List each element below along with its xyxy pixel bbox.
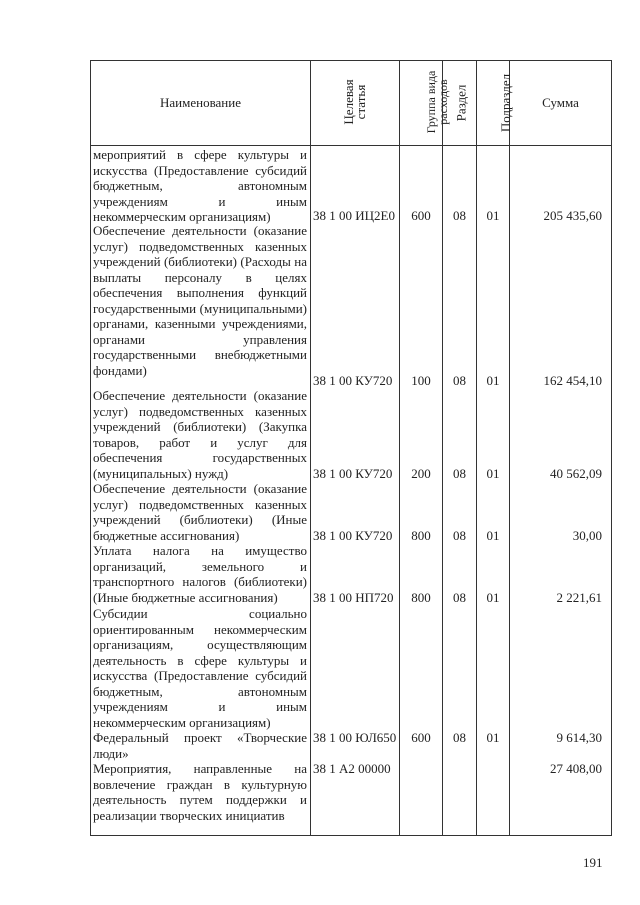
header-section: Раздел xyxy=(443,61,477,146)
row-name: Федеральный проект «Творческие люди» xyxy=(93,730,307,761)
row-subsection: 01 xyxy=(486,466,500,481)
row-group: 200 xyxy=(411,466,431,481)
row-sum: 30,00 xyxy=(572,528,602,543)
row-name: Уплата налога на имущество организаций, земельного и транспортного налогов (библиотеки) (Иные бюджетные ассигнования) xyxy=(93,543,307,605)
row-subsection: 01 xyxy=(486,373,500,388)
row-subsection: 01 xyxy=(486,208,500,223)
row-sum: 9 614,30 xyxy=(556,730,602,745)
row-subsection: 01 xyxy=(486,590,500,605)
row-section: 08 xyxy=(453,528,466,543)
row-name: Обеспечение деятельности (оказание услуг) подведомственных казенных учреждений (библиотеки) (Расходы на выплаты персоналу в целях обеспечения выполнения функций государственными (муниципальными) органами, казенными учреждениями, органами управления государственными внебюджетными фондами) xyxy=(93,223,307,378)
row-section: 08 xyxy=(453,373,466,388)
row-code: 38 1 00 КУ720 xyxy=(313,466,393,481)
row-sum: 27 408,00 xyxy=(550,761,602,776)
row-sum: 162 454,10 xyxy=(543,373,602,388)
row-code: 38 1 А2 00000 xyxy=(313,761,391,776)
table-body xyxy=(91,146,612,836)
row-section: 08 xyxy=(453,208,466,223)
row-group: 800 xyxy=(411,528,431,543)
header-expense-group: Группа вида расходов xyxy=(400,61,443,146)
page-number: 191 xyxy=(583,855,603,870)
row-code: 38 1 00 КУ720 xyxy=(313,373,393,388)
header-name: Наименование xyxy=(91,61,311,146)
row-name: мероприятий в сфере культуры и искусства (Предоставление субсидий бюджетным, автономным учреждениям и иным некоммерческим организациям) xyxy=(93,147,307,224)
row-subsection: 01 xyxy=(486,528,500,543)
row-name: Мероприятия, направленные на вовлечение граждан в культурную деятельность путем поддержки и реализации творческих инициатив xyxy=(93,761,307,823)
header-target: Целевая статья xyxy=(311,61,400,146)
row-section: 08 xyxy=(453,466,466,481)
row-code: 38 1 00 КУ720 xyxy=(313,528,393,543)
row-group: 600 xyxy=(411,730,431,745)
column-subsection xyxy=(477,146,510,836)
row-sum: 205 435,60 xyxy=(543,208,602,223)
row-section: 08 xyxy=(453,730,466,745)
header-row xyxy=(91,61,612,146)
budget-table xyxy=(90,60,612,836)
column-name xyxy=(91,146,311,836)
row-group: 600 xyxy=(411,208,431,223)
header-sum: Сумма xyxy=(510,61,612,146)
row-code: 38 1 00 ИЦ2Е0 xyxy=(313,208,395,223)
row-sum: 2 221,61 xyxy=(556,590,602,605)
column-section xyxy=(443,146,477,836)
row-code: 38 1 00 НП720 xyxy=(313,590,394,605)
row-subsection: 01 xyxy=(486,730,500,745)
header-subsection: Подраздел xyxy=(477,61,510,146)
column-target xyxy=(311,146,400,836)
row-name: Субсидии социально ориентированным некоммерческим организациям, осуществляющим деятельность в сфере культуры и искусства (Предоставление субсидий бюджетным, автономным учреждениям и иным некоммерческим организациям) xyxy=(93,606,307,730)
row-name: Обеспечение деятельности (оказание услуг) подведомственных казенных учреждений (библиотеки) (Закупка товаров, работ и услуг для обеспечения государственных (муниципальных) нужд) xyxy=(93,388,307,481)
row-sum: 40 562,09 xyxy=(550,466,602,481)
column-expense-group xyxy=(400,146,443,836)
row-group: 800 xyxy=(411,590,431,605)
row-code: 38 1 00 ЮЛ650 xyxy=(313,730,397,745)
column-sum xyxy=(510,146,612,836)
row-group: 100 xyxy=(411,373,431,388)
row-name: Обеспечение деятельности (оказание услуг) подведомственных казенных учреждений (библиотеки) (Иные бюджетные ассигнования) xyxy=(93,481,307,543)
row-section: 08 xyxy=(453,590,466,605)
